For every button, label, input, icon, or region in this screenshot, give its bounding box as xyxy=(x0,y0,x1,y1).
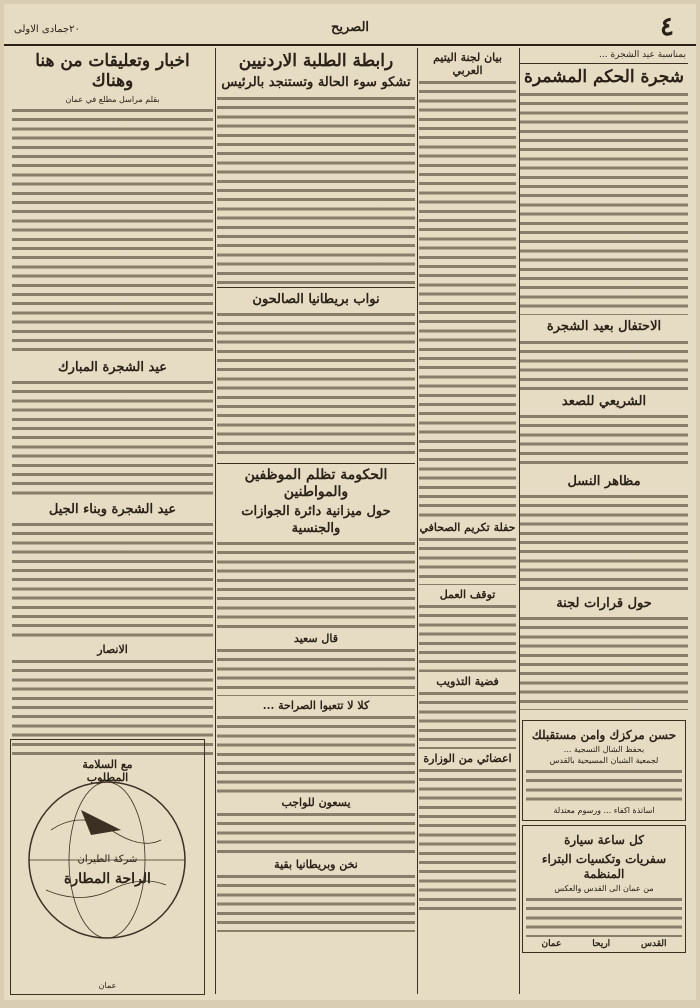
column-3 xyxy=(217,48,415,1000)
article-headline: اخبار وتعليقات من هنا وهناك xyxy=(35,51,190,92)
article-headline: نواب بريطانيا الصالحون xyxy=(252,291,380,307)
article-body xyxy=(419,535,516,585)
article-body xyxy=(12,520,213,640)
ad-headline: الراحة المطارة xyxy=(64,871,151,887)
ad-line: لجمعية الشبان المسيحية بالقدس xyxy=(549,756,659,765)
article-subheadline: تشكو سوء الحالة وتستنجد بالرئيس xyxy=(221,75,411,91)
article-headline: الحكومة تظلم الموظفين والمواطنين xyxy=(244,466,388,500)
article-headline: عيد الشجرة المبارك xyxy=(57,359,168,375)
divider xyxy=(217,287,415,288)
city-label: القدس xyxy=(641,939,667,949)
ad-line: شركة الطيران xyxy=(77,854,138,865)
article-body xyxy=(520,492,688,592)
article-headline: نخن وبريطانيا بقية xyxy=(274,857,358,871)
article-body xyxy=(217,646,415,696)
article-body xyxy=(217,310,415,460)
article-headline: مظاهر النسل xyxy=(567,473,641,489)
article-body xyxy=(12,378,213,498)
article-body xyxy=(520,90,688,315)
newspaper-name: الصريح xyxy=(330,20,370,35)
divider xyxy=(217,463,415,464)
article-headline: رابطة الطلبة الاردنيين xyxy=(238,51,394,71)
article-headline: عيد الشجرة وبناء الجيل xyxy=(48,502,177,518)
article-body xyxy=(217,713,415,793)
article-headline: بيان لجنة اليتيم العربي xyxy=(433,51,502,77)
globe-illustration xyxy=(11,740,204,994)
article-headline: الشريعي للصعد xyxy=(561,393,647,409)
ad-footer: اساتذة اكفاء ... ورسوم معتدلة xyxy=(553,806,655,815)
article-body xyxy=(520,338,688,390)
article-headline: توقف العمل xyxy=(439,588,496,601)
ad-city: عمان xyxy=(98,981,117,990)
ad-line: بحفظ الشال التسجية ... xyxy=(563,745,645,754)
ad-subtitle: سفريات وتكسيات البتراء المنظمة xyxy=(541,852,667,881)
article-body xyxy=(217,539,415,629)
article-headline: شجرة الحكم المشمرة xyxy=(524,67,684,87)
section-kicker: بمناسبة عيد الشجرة ... xyxy=(599,50,686,60)
article-headline: كلا لا تتعبوا الصراحة ... xyxy=(262,698,370,712)
school-ad xyxy=(520,716,688,957)
airline-ad xyxy=(10,739,205,995)
city-label: عمان xyxy=(541,939,562,949)
article-headline: يسعون للواجب xyxy=(281,795,351,809)
ad-line: المطلوب xyxy=(86,771,129,784)
article-body xyxy=(520,412,688,470)
article-body xyxy=(419,766,516,916)
article-body xyxy=(217,872,415,932)
ad-cities xyxy=(526,939,682,949)
city-label: اريحا xyxy=(592,939,611,949)
ad-body xyxy=(526,895,682,937)
article-headline: الاحتفال بعيد الشجرة xyxy=(546,319,662,335)
article-body xyxy=(419,78,516,518)
article-body xyxy=(520,614,688,710)
article-headline: فضية التذويب xyxy=(436,675,499,688)
ad-title: كل ساعة سيارة xyxy=(564,833,644,847)
article-headline: الانصار xyxy=(97,643,128,657)
ad-body xyxy=(526,767,682,805)
ad-route: من عمان الى القدس والعكس xyxy=(554,884,654,893)
column-divider xyxy=(215,48,216,994)
column-2 xyxy=(419,48,516,1000)
article-headline: حفلة تكريم الصحافي xyxy=(419,521,516,534)
column-divider xyxy=(417,48,418,994)
article-body xyxy=(12,106,213,356)
article-body xyxy=(419,602,516,672)
issue-date: ٢٠جمادى الاولى xyxy=(14,24,80,35)
article-headline: قال سعيد xyxy=(293,631,339,645)
newspaper-page xyxy=(4,4,696,1000)
byline: بقلم مراسل مطلع في عمان xyxy=(65,94,160,104)
article-subheadline: حول ميزانية دائرة الجوازات والجنسية xyxy=(241,504,391,536)
ad-title: حسن مركزك وامن مستقبلك xyxy=(531,728,677,742)
ad-line: مع السلامة xyxy=(82,758,133,771)
divider xyxy=(520,63,688,64)
article-headline: اعضائي من الوزارة xyxy=(423,752,512,765)
page-number: ٤ xyxy=(660,12,674,42)
article-body xyxy=(217,810,415,855)
page-header xyxy=(4,12,696,46)
article-body xyxy=(419,689,516,749)
article-headline: حول قرارات لجنة xyxy=(556,596,652,612)
article-body xyxy=(217,94,415,284)
